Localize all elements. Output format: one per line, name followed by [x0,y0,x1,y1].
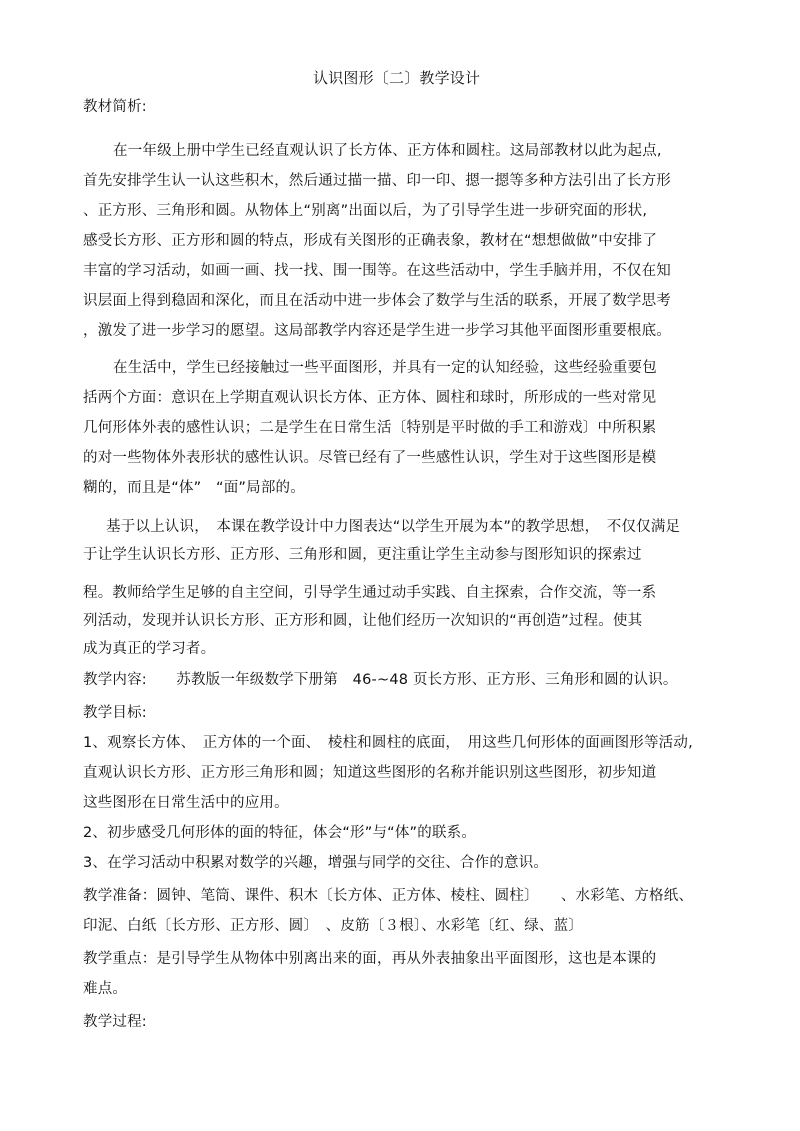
para2-line-3: 几何形体外表的感性认识；二是学生在日常生活〔特别是平时做的手工和游戏〕中所积累 [83,420,657,436]
para3-line-2: 于让学生认识长方形、正方形、三角形和圆，更注重让学生主动参与图形知识的探索过 [83,547,642,563]
document-title: 认识图形〔二〕教学设计 [313,69,481,87]
para1-line-5: 丰富的学习活动，如画一画、找一找、围一围等。在这些活动中，学生手脑并用，不仅在知 [83,263,671,279]
goal-line-3: 这些图形在日常生活中的应用。 [83,795,289,811]
para1-line-2: 首先安排学生认一认这些积木，然后通过描一描、印一印、摁一摁等多种方法引出了长方形 [83,173,671,189]
para1-line-6: 识层面上得到稳固和深化，而且在活动中进一步体会了数学与生活的联系，开展了数学思考 [83,293,671,309]
goal-line-5: 3、在学习活动中积累对数学的兴趣，增强与同学的交往、合作的意识。 [83,855,549,871]
goals-heading: 教学目标: [83,705,147,721]
material-heading: 教材简析: [83,99,147,115]
para2-line-5: 糊的，而且是“体” “面”局部的。 [83,480,305,496]
focus-line-2: 难点。 [83,981,128,997]
para1-line-1: 在一年级上册中学生已经直观认识了长方体、正方体和圆柱。这局部教材以此为起点, [113,143,662,159]
goal-line-2: 直观认识长方形、正方形三角形和圆；知道这些图形的名称并能识别这些图形，初步知道 [83,765,657,781]
goal-line-4: 2、初步感受几何形体的面的特征，体会“形”与“体”的联系。 [83,825,477,841]
para2-line-2: 括两个方面：意识在上学期直观认识长方体、正方体、圆柱和球时，所形成的一些对常见 [83,390,657,406]
para1-line-7: ，激发了进一步学习的愿望。这局部教学内容还是学生进一步学习其他平面图形重要根底。 [83,323,671,339]
teaching-content-line: 教学内容: 苏教版一年级数学下册第 46-~48 页长方形、正方形、三角形和圆的认识。 [83,672,678,688]
focus-line-1: 教学重点：是引导学生从物体中别离出来的面，再从外表抽象出平面图形，这也是本课的 [83,951,657,967]
goal-line-1: 1、观察长方体、 正方体的一个面、 棱柱和圆柱的底面， 用这些几何形体的面画图形等活动, [83,735,693,751]
para3-line-1: 基于以上认识， 本课在教学设计中力图表达“以学生开展为本”的教学思想， 不仅仅满足 [106,519,681,535]
para3-line-4: 列活动，发现并认识长方形、正方形和圆，让他们经历一次知识的“再创造”过程。使其 [83,613,643,629]
para2-line-4: 的对一些物体外表形状的感性认识。尽管已经有了一些感性认识，学生对于这些图形是模 [83,450,657,466]
para1-line-4: 感受长方形、正方形和圆的特点，形成有关图形的正确表象，教材在“想想做做”中安排了 [83,233,658,249]
para3-line-3: 程。教师给学生足够的自主空间，引导学生通过动手实践、自主探索，合作交流，等一系 [83,585,657,601]
para1-line-3: 、正方形、三角形和圆。从物体上“别离”出面以后，为了引导学生进一步研究面的形状, [83,203,648,219]
prep-line-1: 教学准备：圆钟、笔筒、课件、积木〔长方体、正方体、棱柱、圆柱〕 、水彩笔、方格纸、 [83,888,694,904]
para2-line-1: 在生活中，学生已经接触过一些平面图形，并具有一定的认知经验，这些经验重要包 [113,360,657,376]
prep-line-2: 印泥、白纸〔长方形、正方形、圆〕 、皮筋〔３根〕、水彩笔〔红、绿、蓝〕 [83,918,583,934]
process-heading: 教学过程: [83,1014,147,1030]
para3-line-5: 成为真正的学习者。 [83,641,216,657]
